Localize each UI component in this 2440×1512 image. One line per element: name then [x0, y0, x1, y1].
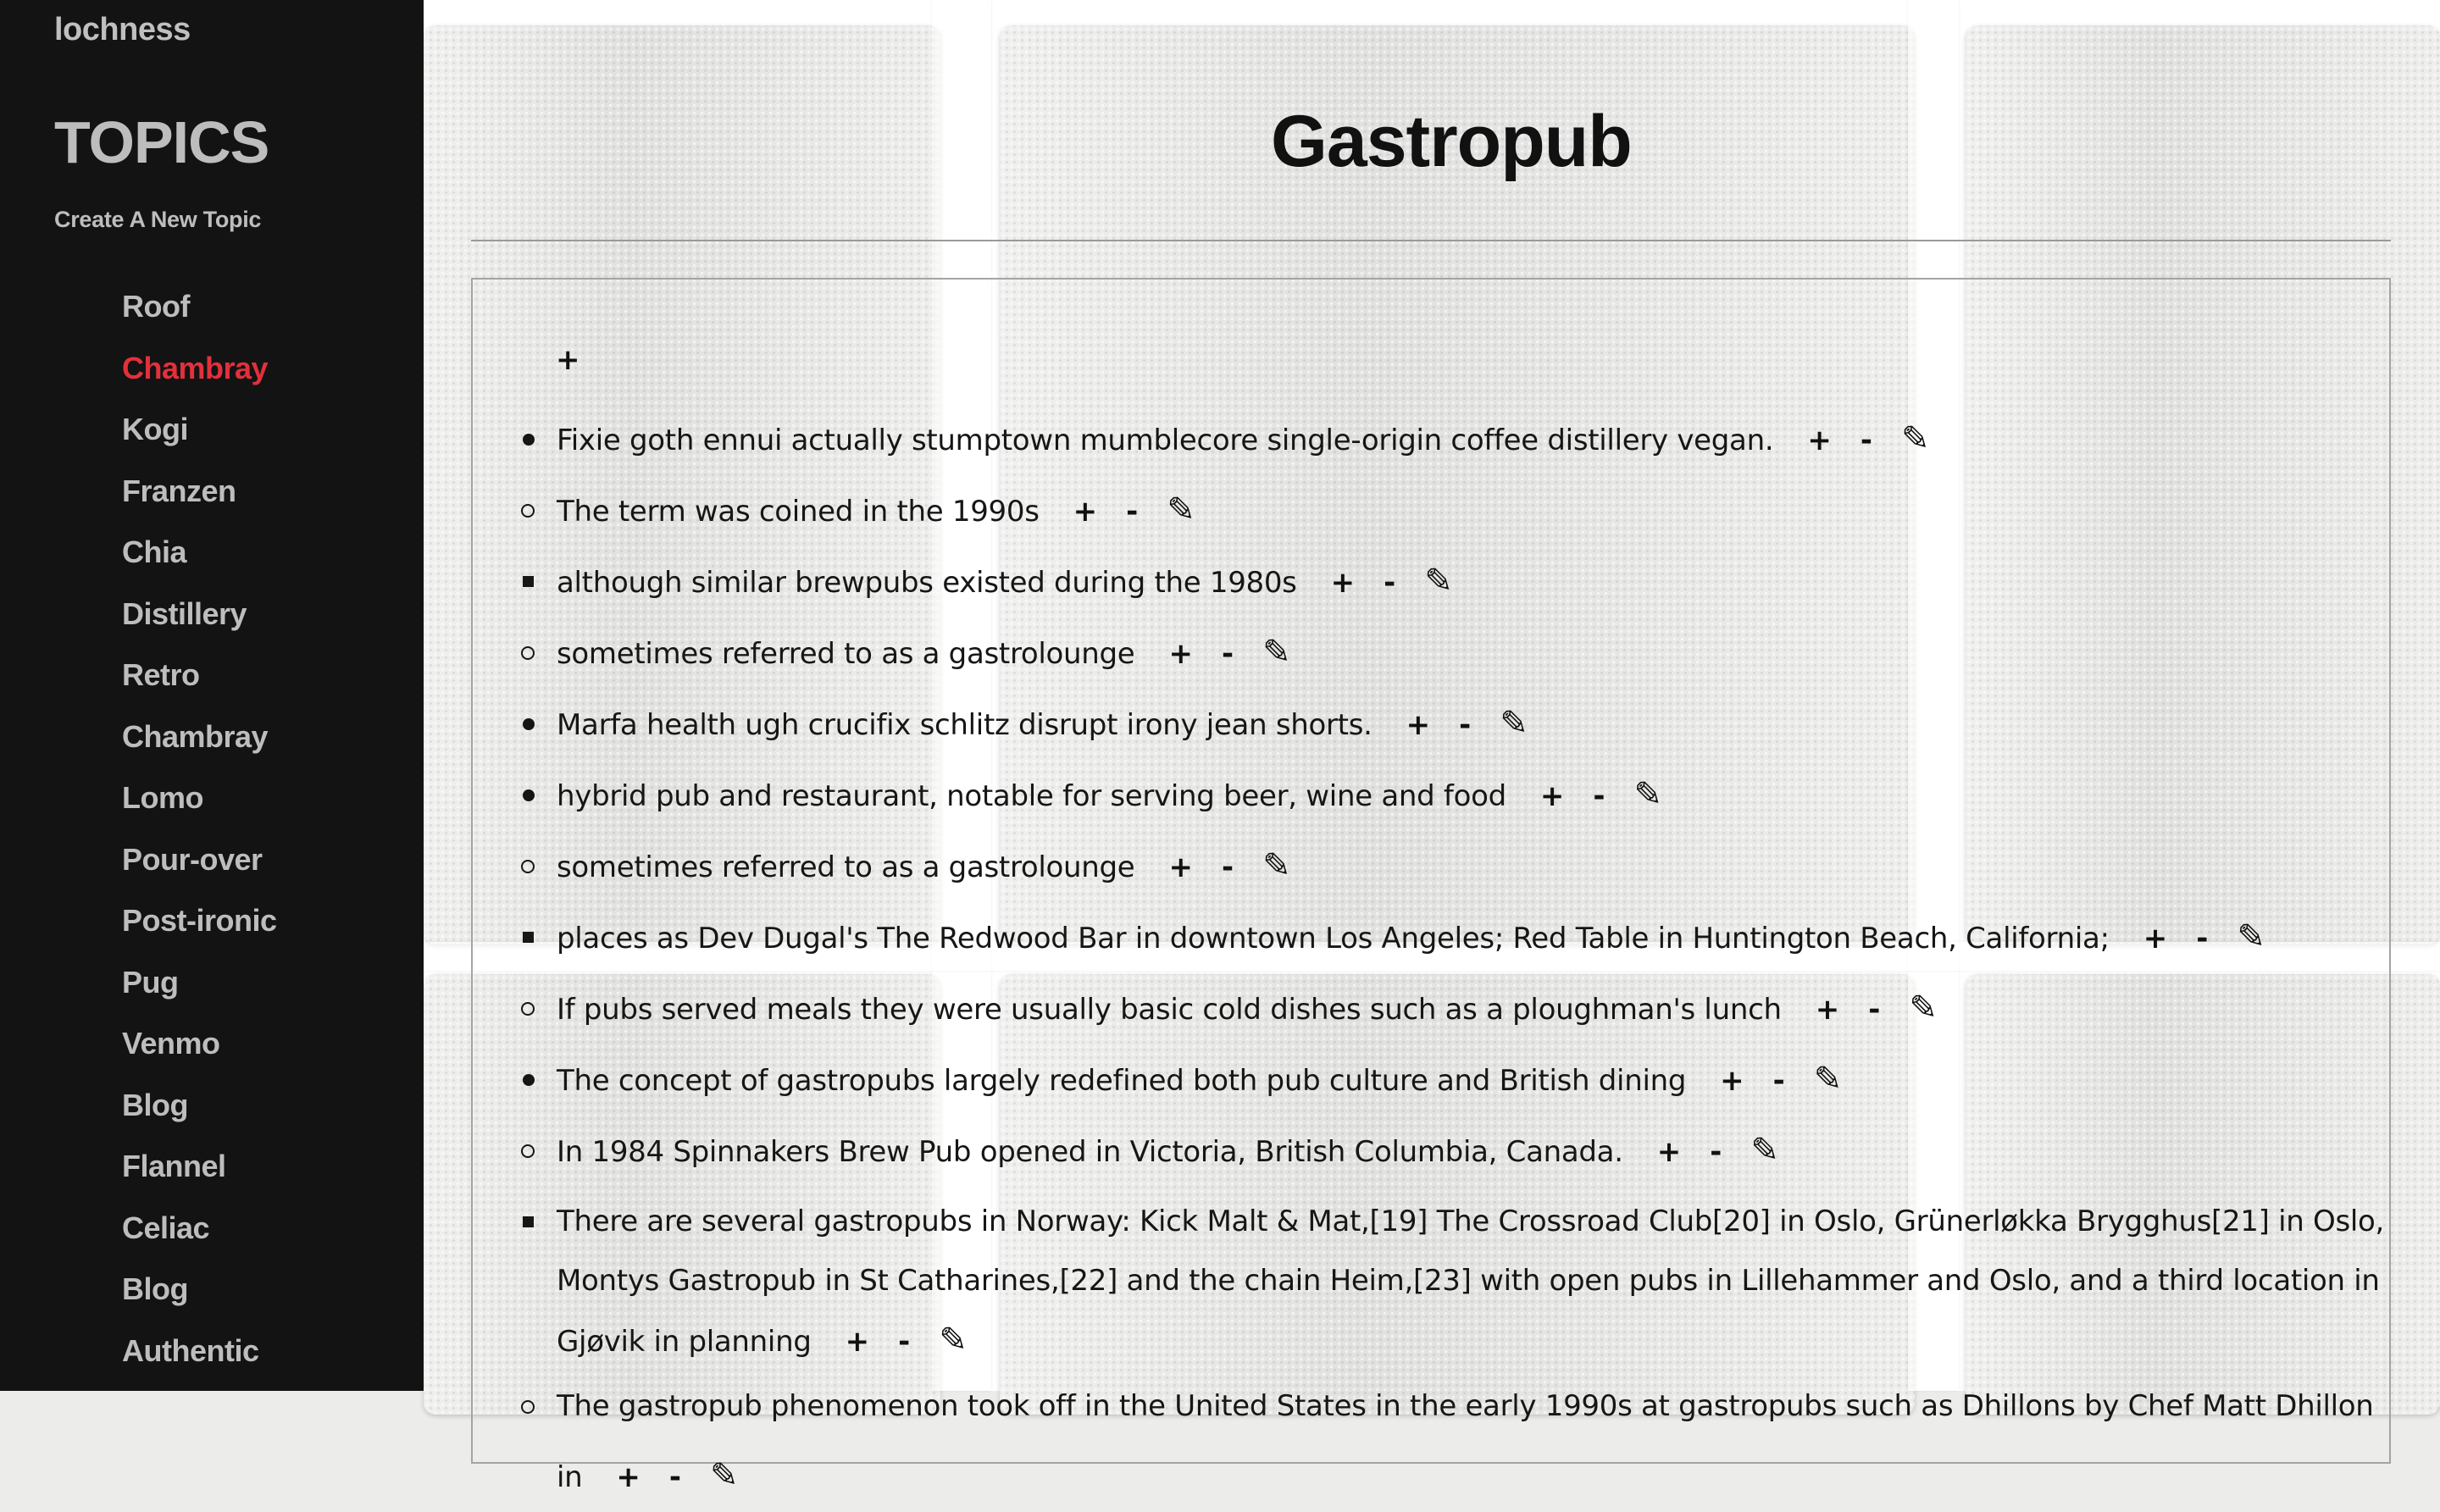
edit-item-icon[interactable]: ✎	[1262, 633, 1291, 672]
sidebar-topic-pug[interactable]: Pug	[122, 964, 179, 1000]
sidebar-topic-pour-over[interactable]: Pour-over	[122, 841, 263, 877]
bullet-disc-icon	[523, 1074, 535, 1086]
outline-item-text: Fixie goth ennui actually stumptown mumblecore single-origin coffee distillery vegan.	[557, 424, 1774, 457]
remove-item-button[interactable]: -	[1221, 637, 1234, 671]
sidebar-topic-roof[interactable]: Roof	[122, 289, 190, 324]
title-divider	[471, 240, 2391, 241]
remove-item-button[interactable]: -	[1459, 708, 1472, 742]
bullet-circle-icon	[521, 504, 535, 518]
outline-item-row	[557, 1371, 2387, 1512]
outline-item-text: The term was coined in the 1990s	[557, 495, 1040, 529]
outline-sublist	[557, 902, 2387, 973]
outline-sublist	[557, 1116, 2387, 1512]
outline-item	[557, 760, 2387, 1044]
remove-item-button[interactable]: -	[1772, 1064, 1785, 1098]
edit-item-icon[interactable]: ✎	[2237, 917, 2265, 956]
outline-item	[557, 404, 2387, 689]
bullet-disc-icon	[523, 789, 535, 801]
bullet-square-icon	[523, 576, 534, 587]
outline-item-text: The concept of gastropubs largely redefined both pub culture and British dining	[557, 1064, 1687, 1098]
outline-item	[557, 902, 2387, 973]
outline-item-row	[557, 902, 2387, 973]
outline-item-text: The gastropub phenomenon took off in the United States in the early 1990s at gastropubs such as Dhillons by Chef Matt Dhillon in	[557, 1389, 2374, 1494]
edit-item-icon[interactable]: ✎	[710, 1456, 739, 1495]
outline-item-text: sometimes referred to as a gastrolounge	[557, 850, 1135, 884]
outline-item-text: although similar brewpubs existed during the 1980s	[557, 566, 1297, 600]
add-child-button[interactable]: +	[1406, 708, 1431, 742]
outline-sublist	[557, 831, 2387, 1044]
sidebar-topic-celiac[interactable]: Celiac	[122, 1210, 210, 1245]
add-child-button[interactable]: +	[1720, 1064, 1744, 1098]
edit-item-icon[interactable]: ✎	[1500, 704, 1528, 743]
remove-item-button[interactable]: -	[1860, 424, 1872, 457]
outline-list	[557, 404, 2387, 1512]
page-title: Gastropub	[1271, 101, 1632, 182]
bullet-disc-icon	[523, 718, 535, 730]
sidebar-topic-post-ironic[interactable]: Post-ironic	[122, 903, 277, 938]
create-topic-link[interactable]: Create A New Topic	[54, 207, 262, 232]
edit-item-icon[interactable]: ✎	[1262, 846, 1291, 885]
outline-item-row	[557, 1116, 2387, 1187]
bullet-circle-icon	[521, 646, 535, 660]
main-content	[424, 0, 2440, 1495]
outline-item	[557, 689, 2387, 760]
add-root-item-button[interactable]: +	[556, 343, 580, 377]
add-child-button[interactable]: +	[1168, 637, 1193, 671]
sidebar	[0, 0, 424, 1391]
edit-item-icon[interactable]: ✎	[1424, 562, 1453, 601]
sidebar-topic-chambray[interactable]: Chambray	[122, 718, 269, 754]
edit-item-icon[interactable]: ✎	[939, 1321, 968, 1360]
sidebar-topic-authentic[interactable]: Authentic	[122, 1332, 259, 1368]
remove-item-button[interactable]: -	[1384, 566, 1396, 600]
add-child-button[interactable]: +	[1539, 779, 1565, 813]
sidebar-topic-blog[interactable]: Blog	[122, 1087, 188, 1122]
outline-item	[557, 1371, 2387, 1512]
sidebar-topic-distillery[interactable]: Distillery	[122, 595, 247, 631]
outline-sublist	[557, 475, 2387, 689]
outline-item-text: If pubs served meals they were usually basic cold dishes such as a ploughman's lunch	[557, 993, 1782, 1027]
edit-item-icon[interactable]: ✎	[1633, 775, 1663, 814]
remove-item-button[interactable]: -	[1221, 850, 1234, 884]
edit-item-icon[interactable]: ✎	[1167, 490, 1195, 529]
outline-item	[557, 831, 2387, 973]
topics-heading: TOPICS	[54, 109, 269, 175]
remove-item-button[interactable]: -	[2196, 922, 2209, 955]
topic-list	[122, 283, 277, 1388]
bullet-disc-icon	[523, 434, 535, 446]
outline-item-row	[557, 404, 2387, 475]
outline-item	[557, 475, 2387, 618]
outline-item	[557, 1116, 2387, 1371]
add-child-button[interactable]: +	[845, 1325, 870, 1359]
edit-item-icon[interactable]: ✎	[1813, 1060, 1843, 1099]
add-child-button[interactable]: +	[1073, 495, 1098, 529]
sidebar-topic-kogi[interactable]: Kogi	[122, 412, 188, 446]
outline-item-row	[557, 1187, 2387, 1371]
remove-item-button[interactable]: -	[1126, 495, 1139, 529]
add-child-button[interactable]: +	[1168, 850, 1193, 884]
outline-item-row	[557, 475, 2387, 546]
outline-item	[557, 1187, 2387, 1371]
outline-item-row	[557, 618, 2387, 689]
bullet-circle-icon	[521, 1400, 535, 1414]
sidebar-topic-retro[interactable]: Retro	[122, 657, 200, 692]
edit-item-icon[interactable]: ✎	[1750, 1131, 1779, 1170]
outline-item-text: There are several gastropubs in Norway: Kick Malt & Mat,[19] The Crossroad Club[20] in Oslo, Grünerløkka Brygghus[21] in Oslo, Montys Gastropub in St Catharines,[22] and the chain Heim,[23] with open pubs in Lillehammer and Oslo, and a third location in Gjøvik in planning	[557, 1205, 2385, 1359]
remove-item-button[interactable]: -	[668, 1460, 682, 1494]
outline-item	[557, 546, 2387, 618]
edit-item-icon[interactable]: ✎	[1909, 989, 1938, 1027]
outline-sublist	[557, 546, 2387, 618]
add-child-button[interactable]: +	[1656, 1135, 1682, 1169]
sidebar-topic-flannel[interactable]: Flannel	[122, 1149, 226, 1183]
remove-item-button[interactable]: -	[1593, 779, 1605, 813]
remove-item-button[interactable]: -	[1710, 1135, 1722, 1169]
bullet-circle-icon	[521, 1144, 535, 1158]
sidebar-topic-venmo[interactable]: Venmo	[122, 1026, 220, 1061]
bullet-circle-icon	[521, 860, 535, 873]
sidebar-topic-chia[interactable]: Chia	[122, 534, 187, 569]
outline-item-row	[557, 546, 2387, 618]
add-child-button[interactable]: +	[1807, 424, 1832, 457]
bullet-square-icon	[523, 1216, 534, 1227]
outline-item-row	[557, 973, 2387, 1044]
outline-item-text: hybrid pub and restaurant, notable for serving beer, wine and food	[557, 779, 1506, 813]
brand-logo[interactable]: lochness	[54, 12, 191, 47]
bullet-circle-icon	[521, 1002, 535, 1016]
add-child-button[interactable]: +	[1330, 566, 1356, 600]
outline-item-row	[557, 831, 2387, 902]
outline-item-row	[557, 1044, 2387, 1116]
outline-item	[557, 1044, 2387, 1512]
outline-item-text: Marfa health ugh crucifix schlitz disrupt irony jean shorts.	[557, 708, 1372, 742]
sidebar-topic-lomo[interactable]: Lomo	[122, 780, 203, 815]
outline-item	[557, 618, 2387, 689]
sidebar-topic-franzen[interactable]: Franzen	[122, 473, 236, 508]
add-child-button[interactable]: +	[2143, 922, 2168, 955]
sidebar-topic-chambray[interactable]: Chambray	[122, 350, 269, 385]
sidebar-topic-blog[interactable]: Blog	[122, 1271, 188, 1306]
outline-item-text: places as Dev Dugal's The Redwood Bar in downtown Los Angeles; Red Table in Huntington Beach, California;	[557, 922, 2110, 955]
outline-item	[557, 973, 2387, 1044]
bullet-square-icon	[523, 932, 534, 943]
outline-sublist	[557, 1187, 2387, 1371]
edit-item-icon[interactable]: ✎	[1900, 419, 1930, 458]
remove-item-button[interactable]: -	[1868, 993, 1881, 1027]
outline-item-text: sometimes referred to as a gastrolounge	[557, 637, 1135, 671]
remove-item-button[interactable]: -	[898, 1325, 911, 1359]
add-child-button[interactable]: +	[1815, 993, 1840, 1027]
outline-item-text: In 1984 Spinnakers Brew Pub opened in Victoria, British Columbia, Canada.	[557, 1135, 1623, 1169]
outline-item-row	[557, 760, 2387, 831]
outline-item-row	[557, 689, 2387, 760]
add-child-button[interactable]: +	[616, 1460, 640, 1494]
